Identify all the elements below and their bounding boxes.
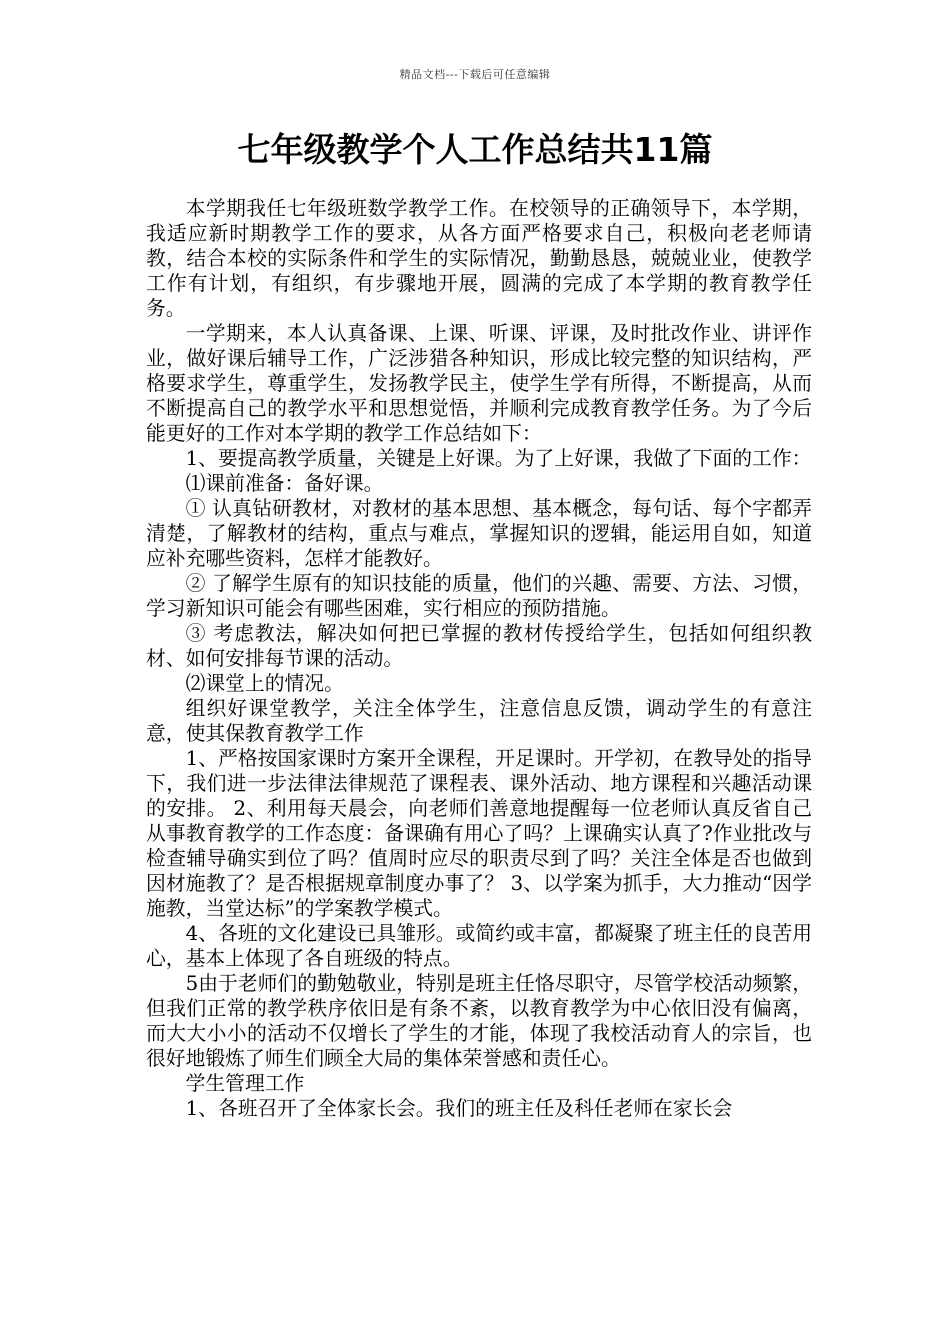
paragraph: 组织好课堂教学，关注全体学生，注意信息反馈，调动学生的有意注意，使其保教育教学工作 bbox=[146, 697, 812, 745]
paragraph: 本学期我任七年级班数学教学工作。在校领导的正确领导下，本学期，我适应新时期教学工作的要求，从各方面严格要求自己，积极向老老师请教，结合本校的实际条件和学生的实际情况，勤勤恳恳，兢兢业业，使教学工作有计划，有组织，有步骤地开展，圆满的完成了本学期的教育教学任务。 bbox=[146, 197, 812, 320]
paragraph: 一学期来，本人认真备课、上课、听课、评课，及时批改作业、讲评作业，做好课后辅导工作，广泛涉猎各种知识，形成比较完整的知识结构，严格要求学生，尊重学生，发扬教学民主，使学生学有所得，不断提高，从而不断提高自己的教学水平和思想觉悟，并顺利完成教育教学任务。为了今后能更好的工作对本学期的教学工作总结如下： bbox=[146, 322, 812, 445]
paragraph: 1、严格按国家课时方案开全课程，开足课时。开学初，在教导处的指导下，我们进一步法律法律规范了课程表、课外活动、地方课程和兴趣活动课的安排。 2、利用每天晨会，向老师们善意地提醒每一位老师认真反省自己从事教育教学的工作态度：备课确有用心了吗？上课确实认真了?作业批改与检查辅导确实到位了吗？值周时应尽的职责尽到了吗？关注全体是否也做到因材施教了？是否根据规章制度办事了？ 3、以学案为抓手，大力推动“因学施教，当堂达标”的学案教学模式。 bbox=[146, 747, 812, 920]
document-header-note: 精品文档---下载后可任意编辑 bbox=[399, 68, 551, 81]
paragraph: ⑵课堂上的情况。 bbox=[185, 672, 344, 695]
paragraph: ② 了解学生原有的知识技能的质量，他们的兴趣、需要、方法、习惯，学习新知识可能会有哪些困难，实行相应的预防措施。 bbox=[146, 572, 812, 620]
paragraph: 4、各班的文化建设已具雏形。或简约或丰富，都凝聚了班主任的良苦用心，基本上体现了各自班级的特点。 bbox=[146, 922, 812, 970]
paragraph: 1、要提高教学质量，关键是上好课。为了上好课，我做了下面的工作： bbox=[185, 447, 812, 470]
paragraph: ⑴课前准备：备好课。 bbox=[185, 472, 384, 495]
paragraph: 1、各班召开了全体家长会。我们的班主任及科任老师在家长会 bbox=[185, 1097, 733, 1120]
paragraph: 5由于老师们的勤勉敬业，特别是班主任恪尽职守，尽管学校活动频繁，但我们正常的教学秩序依旧是有条不紊，以教育教学为中心依旧没有偏离，而大大小小的活动不仅增长了学生的才能，体现了我校活动育人的宗旨，也很好地锻炼了师生们顾全大局的集体荣誉感和责任心。 bbox=[146, 972, 812, 1070]
paragraph: ① 认真钻研教材，对教材的基本思想、基本概念，每句话、每个字都弄清楚，了解教材的结构，重点与难点，掌握知识的逻辑，能运用自如，知道应补充哪些资料，怎样才能教好。 bbox=[146, 497, 812, 570]
document-title: 七年级教学个人工作总结共11篇 bbox=[237, 130, 713, 169]
paragraph: ③ 考虑教法，解决如何把已掌握的教材传授给学生，包括如何组织教材、如何安排每节课的活动。 bbox=[146, 622, 812, 670]
document-body bbox=[146, 196, 812, 1121]
section-heading: 学生管理工作 bbox=[185, 1072, 305, 1095]
